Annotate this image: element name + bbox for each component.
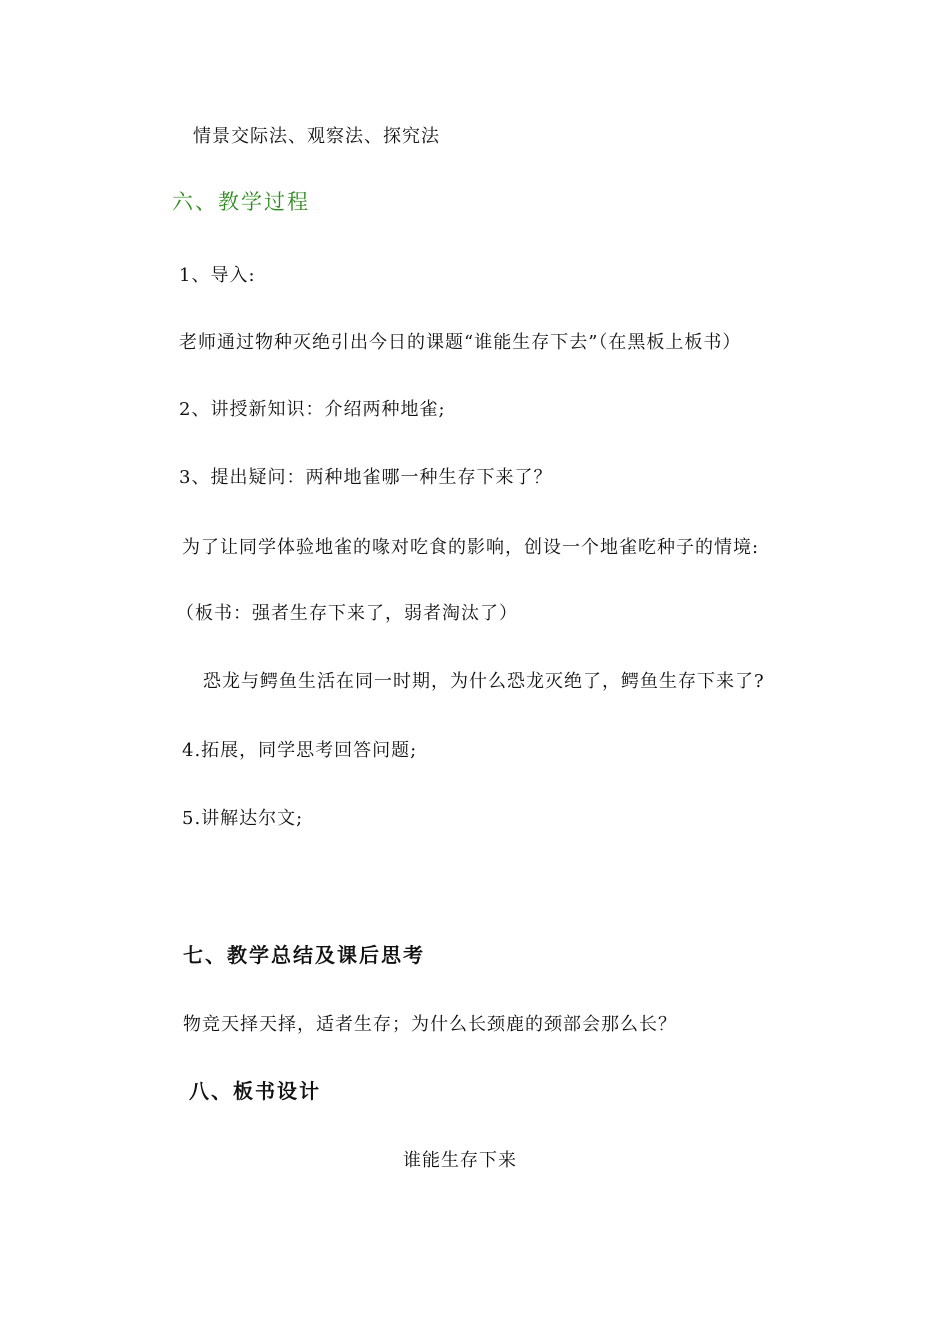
step-4-text: 4.拓展，同学思考回答问题; [182,740,418,761]
step-2-text: 2、讲授新知识：介绍两种地雀; [179,399,446,420]
step-1-text: 老师通过物种灭绝引出今日的课题“谁能生存下去”（在黑板上板书） [179,332,742,353]
teaching-methods-line: 情景交际法、观察法、探究法 [193,126,440,147]
step-3-detail: 为了让同学体验地雀的喙对吃食的影响，创设一个地雀吃种子的情境: [182,537,760,558]
dinosaur-question: 恐龙与鳄鱼生活在同一时期，为什么恐龙灭绝了，鳄鱼生存下来了? [203,671,765,692]
section-8-heading: 八、板书设计 [189,1079,321,1103]
section-7-text: 物竞天择天择，适者生存；为什么长颈鹿的颈部会那么长？ [183,1014,677,1035]
board-design-title: 谁能生存下来 [403,1150,517,1171]
section-7-heading: 七、教学总结及课后思考 [183,943,425,967]
section-6-heading: 六、教学过程 [172,190,310,214]
board-note: （板书：强者生存下来了，弱者淘汰了） [176,603,518,624]
step-1-label: 1、导入: [179,265,256,286]
step-5-text: 5.讲解达尔文; [182,808,304,829]
step-3-text: 3、提出疑问：两种地雀哪一种生存下来了？ [179,467,553,488]
